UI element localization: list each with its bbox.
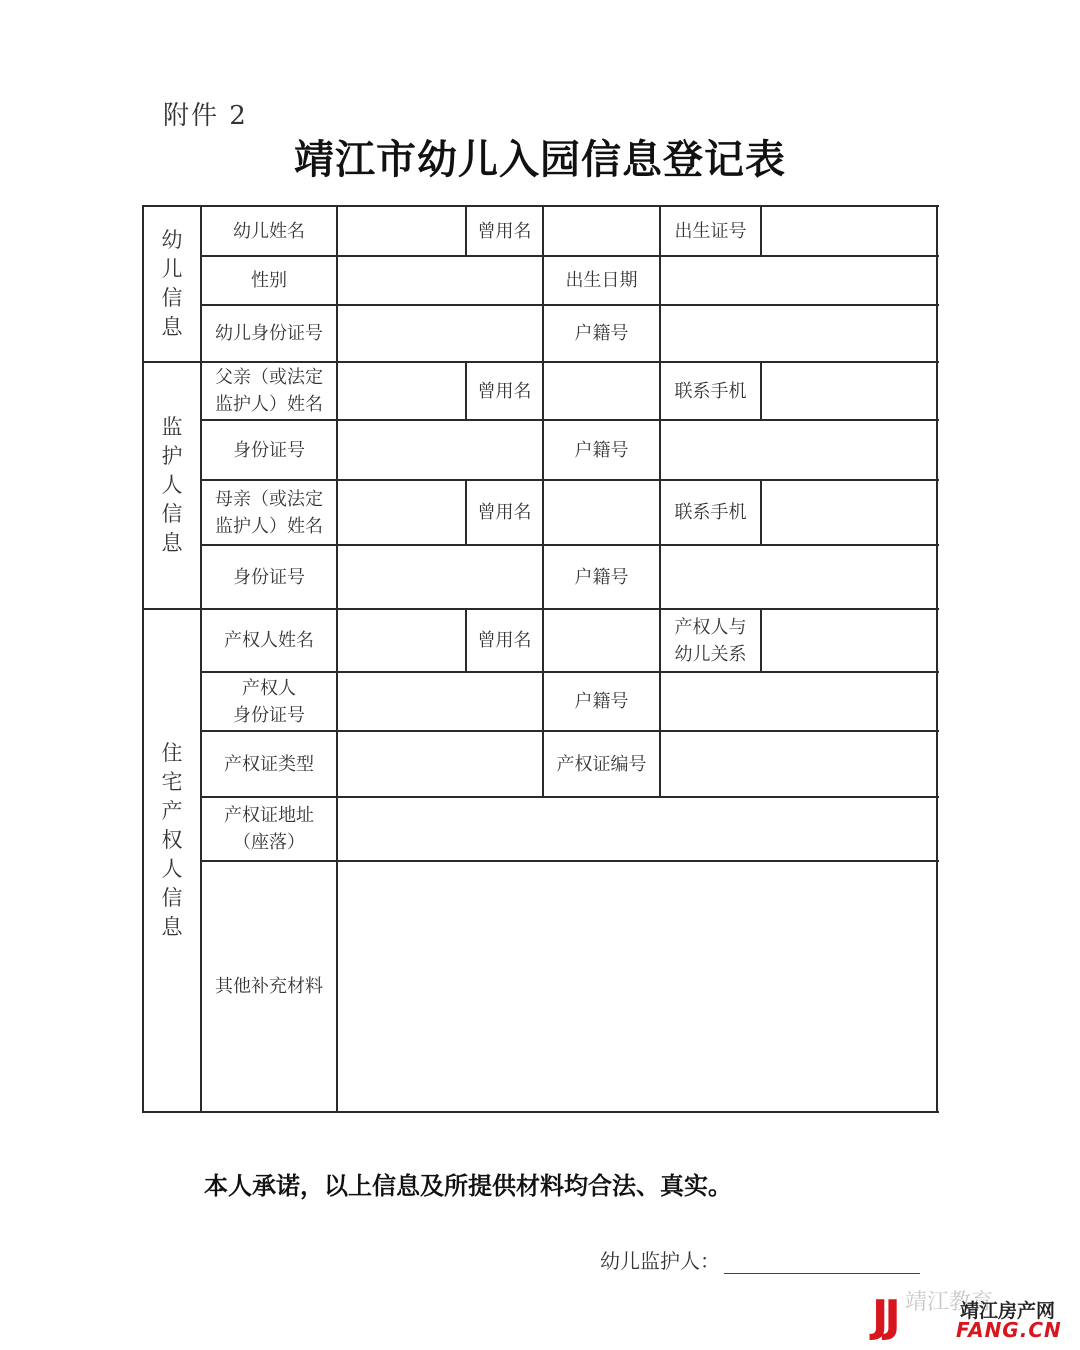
input-father-phone[interactable] — [761, 362, 937, 420]
signature-area — [600, 1245, 920, 1274]
label-owner-former-name: 曾用名 — [477, 630, 532, 651]
section-char: 产 — [161, 799, 183, 823]
section-char: 儿 — [161, 257, 183, 281]
input-birth-date[interactable] — [660, 256, 937, 305]
label-owner-relation — [660, 609, 761, 672]
label-father-id-no: 身份证号 — [233, 439, 305, 461]
section-char: 幼 — [161, 228, 183, 252]
label-line: 监护人）姓名 — [215, 394, 323, 415]
input-cert-address[interactable] — [337, 797, 937, 861]
section-char: 人 — [161, 473, 183, 497]
watermark-text: 靖江教育 — [905, 1290, 994, 1315]
label-father-name — [201, 362, 337, 420]
input-father-hukou-no[interactable] — [660, 420, 937, 480]
signature-label: 幼儿监护人： — [600, 1249, 720, 1273]
label-line: 产权人 — [242, 677, 296, 699]
label-cert-type: 产权证类型 — [224, 753, 314, 775]
input-owner-former-name[interactable] — [543, 609, 660, 672]
label-owner-name: 产权人姓名 — [224, 630, 314, 651]
input-child-id-no[interactable] — [337, 305, 543, 362]
section-char: 信 — [161, 286, 183, 310]
section-char: 护 — [161, 444, 183, 468]
label-mother-phone: 联系手机 — [674, 502, 747, 523]
input-owner-name[interactable] — [337, 609, 466, 672]
label-line: 母亲（或法定 — [215, 488, 323, 510]
label-mother-id-no: 身份证号 — [233, 566, 305, 588]
label-father-hukou-no: 户籍号 — [574, 439, 629, 461]
label-child-name: 幼儿姓名 — [233, 220, 305, 242]
section-char: 信 — [161, 502, 183, 526]
label-father-phone: 联系手机 — [674, 380, 747, 402]
input-child-name[interactable] — [337, 206, 466, 256]
logo-cn-text: 靖江房产网 — [960, 1300, 1056, 1322]
label-child-id-no: 幼儿身份证号 — [215, 323, 323, 344]
label-line: 幼儿关系 — [674, 643, 747, 665]
input-father-former-name[interactable] — [543, 362, 660, 420]
section-char: 人 — [161, 857, 183, 881]
input-father-name[interactable] — [337, 362, 466, 420]
label-other-materials: 其他补充材料 — [215, 976, 323, 997]
section-char: 宅 — [161, 770, 183, 794]
label-line: 产权证地址 — [224, 805, 314, 826]
label-line: 产权人与 — [674, 616, 747, 638]
attachment-label: 附件 2 — [163, 101, 248, 131]
label-child-former-name: 曾用名 — [477, 220, 532, 242]
input-owner-id-no[interactable] — [337, 672, 543, 731]
brand-logo — [872, 1292, 1072, 1342]
section-char: 住 — [161, 741, 183, 765]
input-mother-phone[interactable] — [761, 480, 937, 545]
label-birth-cert-no: 出生证号 — [674, 220, 747, 242]
input-mother-former-name[interactable] — [543, 480, 660, 545]
label-gender: 性别 — [251, 270, 287, 291]
section-char: 权 — [161, 828, 183, 852]
label-father-former-name: 曾用名 — [477, 380, 532, 402]
label-line: 父亲（或法定 — [215, 367, 323, 388]
label-line: （座落） — [233, 832, 305, 853]
label-owner-id-no — [201, 672, 337, 731]
logo-en-text: FANG.CN — [956, 1318, 1062, 1342]
label-line: 监护人）姓名 — [215, 515, 323, 537]
label-mother-hukou-no: 户籍号 — [574, 566, 629, 588]
section-label-guardian — [143, 362, 201, 609]
section-label-child — [143, 206, 201, 362]
label-mother-name — [201, 480, 337, 545]
input-owner-hukou-no[interactable] — [660, 672, 937, 731]
label-mother-former-name: 曾用名 — [477, 502, 532, 523]
label-birth-date: 出生日期 — [565, 270, 638, 291]
title-text: 靖江市幼儿入园信息登记表 — [294, 136, 786, 183]
input-owner-relation[interactable] — [761, 609, 937, 672]
section-char: 息 — [161, 531, 183, 555]
pledge-statement: 本人承诺，以上信息及所提供材料均合法、真实。 — [204, 1171, 732, 1200]
input-gender[interactable] — [337, 256, 543, 305]
input-other-materials[interactable] — [337, 861, 937, 1112]
input-child-former-name[interactable] — [543, 206, 660, 256]
input-mother-name[interactable] — [337, 480, 466, 545]
label-cert-address — [201, 797, 337, 861]
input-cert-type[interactable] — [337, 731, 543, 797]
input-cert-no[interactable] — [660, 731, 937, 797]
input-mother-id-no[interactable] — [337, 545, 543, 609]
label-child-hukou-no: 户籍号 — [574, 323, 629, 344]
input-mother-hukou-no[interactable] — [660, 545, 937, 609]
signature-line[interactable] — [724, 1253, 920, 1274]
logo-jj-icon: JJ — [872, 1291, 897, 1342]
page-title — [0, 128, 1080, 185]
label-line: 身份证号 — [233, 704, 305, 726]
section-char: 信 — [161, 886, 183, 910]
input-father-id-no[interactable] — [337, 420, 543, 480]
section-char: 息 — [161, 915, 183, 939]
section-label-property — [143, 609, 201, 1112]
label-owner-hukou-no: 户籍号 — [574, 691, 629, 712]
section-char: 息 — [161, 315, 183, 339]
input-birth-cert-no[interactable] — [761, 206, 937, 256]
label-cert-no: 产权证编号 — [556, 753, 647, 775]
input-child-hukou-no[interactable] — [660, 305, 937, 362]
section-char: 监 — [161, 415, 183, 439]
